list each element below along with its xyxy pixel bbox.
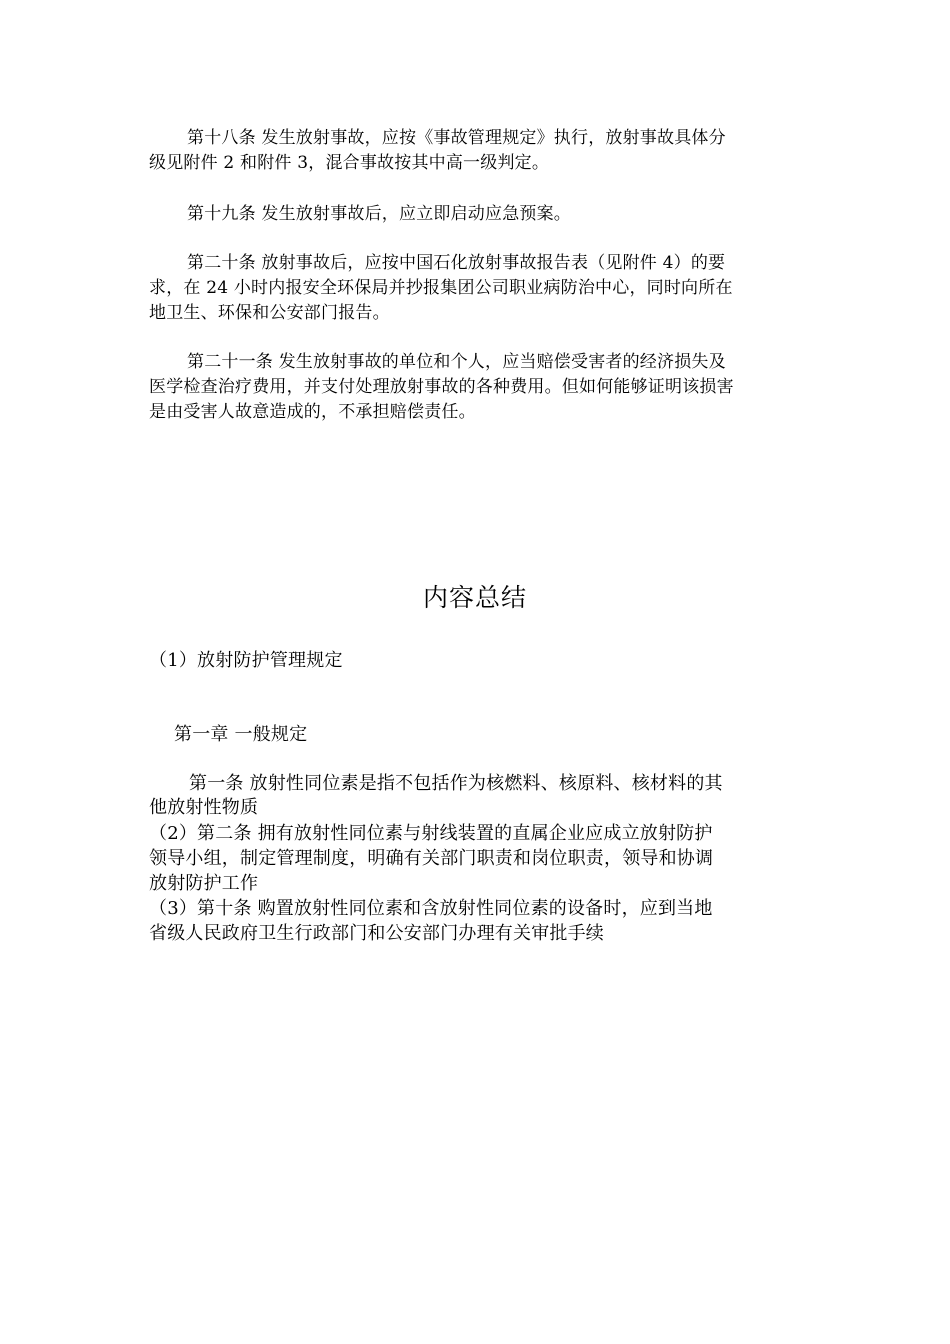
article-19-line-1: 第十九条 发生放射事故后，应立即启动应急预案。 [187, 204, 572, 224]
article-20-line-1: 第二十条 放射事故后，应按中国石化放射事故报告表（见附件 4）的要 [187, 253, 726, 273]
summary-item-3-line-1: （3）第十条 购置放射性同位素和含放射性同位素的设备时，应到当地 [149, 898, 713, 919]
summary-article-1-line-2: 他放射性物质 [149, 797, 259, 818]
article-20-line-2: 求，在 24 小时内报安全环保局并抄报集团公司职业病防治中心，同时向所在 [149, 278, 733, 298]
article-21-line-2: 医学检查治疗费用，并支付处理放射事故的各种费用。但如何能够证明该损害 [149, 377, 734, 397]
summary-item-2-line-1: （2）第二条 拥有放射性同位素与射线装置的直属企业应成立放射防护 [149, 823, 713, 844]
summary-item-2-line-3: 放射防护工作 [149, 873, 259, 894]
article-18-line-2: 级见附件 2 和附件 3，混合事故按其中高一级判定。 [149, 153, 550, 173]
summary-item-3-line-2: 省级人民政府卫生行政部门和公安部门办理有关审批手续 [149, 923, 604, 944]
article-18-line-1: 第十八条 发生放射事故，应按《事故管理规定》执行，放射事故具体分 [187, 128, 726, 148]
article-20-line-3: 地卫生、环保和公安部门报告。 [149, 303, 390, 323]
summary-article-1-line-1: 第一条 放射性同位素是指不包括作为核燃料、核原料、核材料的其 [189, 773, 723, 794]
summary-title: 内容总结 [422, 583, 527, 612]
summary-chapter-heading: 第一章 一般规定 [174, 724, 308, 745]
summary-item-1: （1）放射防护管理规定 [149, 650, 343, 671]
article-21-line-1: 第二十一条 发生放射事故的单位和个人，应当赔偿受害者的经济损失及 [187, 352, 726, 372]
article-21-line-3: 是由受害人故意造成的，不承担赔偿责任。 [149, 402, 476, 422]
summary-item-2-line-2: 领导小组，制定管理制度，明确有关部门职责和岗位职责，领导和协调 [149, 848, 714, 869]
